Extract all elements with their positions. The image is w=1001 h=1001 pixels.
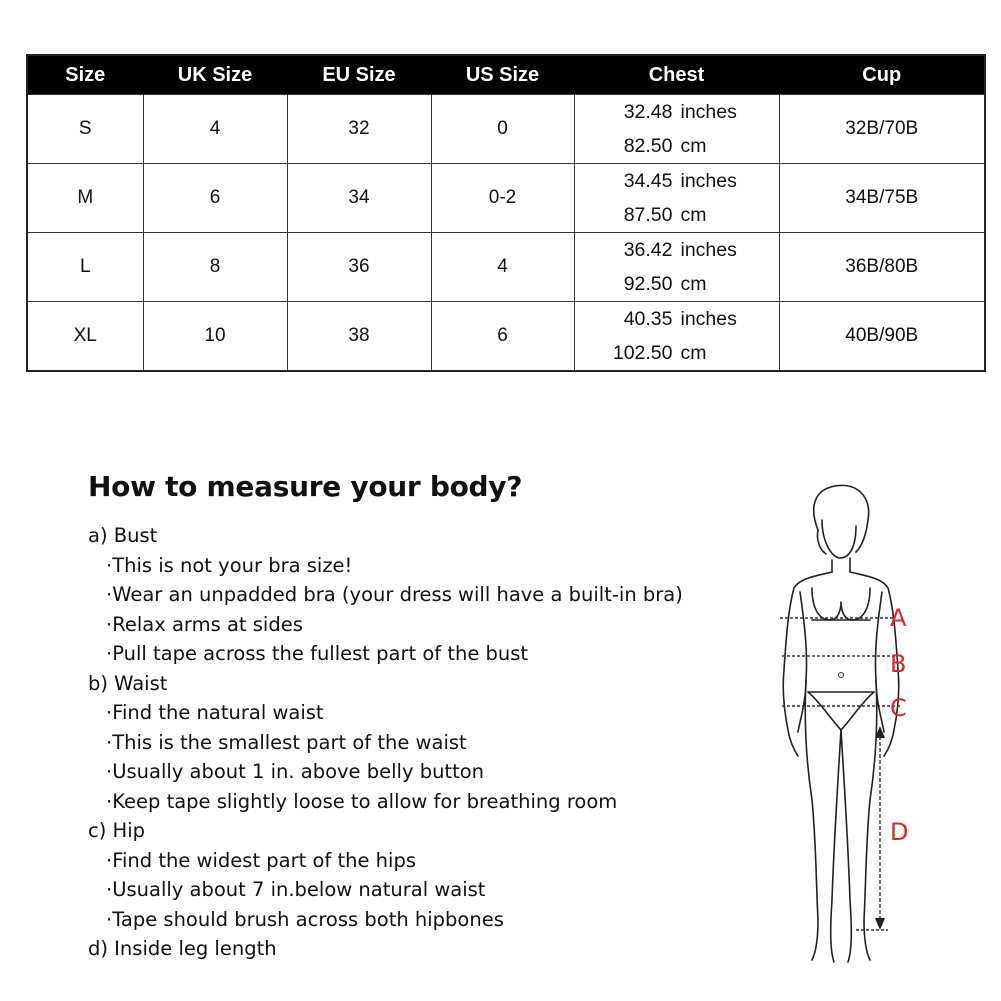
body-measurement-figure <box>760 480 960 970</box>
guide-tip: ·Keep tape slightly loose to allow for breathing room <box>106 789 618 813</box>
unit-cm: cm <box>680 342 707 364</box>
cell-us-size: 4 <box>431 233 574 302</box>
guide-heading-hip: c) Hip <box>88 819 145 842</box>
cell-us-size: 0-2 <box>431 164 574 233</box>
table-row <box>27 95 985 164</box>
cell-uk-size: 4 <box>143 95 287 164</box>
guide-tip: ·This is the smallest part of the waist <box>106 730 467 754</box>
guide-title: How to measure your body? <box>88 470 523 503</box>
cell-chest <box>574 302 779 372</box>
cell-cup: 34B/75B <box>779 164 985 233</box>
cell-us-size: 0 <box>431 95 574 164</box>
header-size: Size <box>27 55 143 95</box>
bikini-outline <box>808 588 874 730</box>
header-chest: Chest <box>574 55 779 95</box>
guide-heading-bust: a) Bust <box>88 524 158 547</box>
cell-size: L <box>27 233 143 302</box>
guide-tip: ·This is not your bra size! <box>106 553 353 577</box>
chest-cm-value: 102.50 <box>612 342 673 364</box>
guide-tip: ·Tape should brush across both hipbones <box>106 907 504 931</box>
unit-inches: inches <box>680 308 737 330</box>
guide-heading-inside-leg: d) Inside leg length <box>88 937 277 960</box>
header-uk-size: UK Size <box>143 55 287 95</box>
cell-cup: 36B/80B <box>779 233 985 302</box>
cell-chest <box>574 95 779 164</box>
label-c: C <box>890 694 907 722</box>
table-header-row <box>27 55 985 95</box>
cell-size: S <box>27 95 143 164</box>
cell-cup: 32B/70B <box>779 95 985 164</box>
label-a: A <box>890 604 907 632</box>
table-row <box>27 233 985 302</box>
guide-tip: ·Usually about 1 in. above belly button <box>106 760 485 783</box>
cell-eu-size: 34 <box>287 164 431 233</box>
table-row <box>27 164 985 233</box>
cell-eu-size: 32 <box>287 95 431 164</box>
cell-us-size: 6 <box>431 302 574 372</box>
unit-inches: inches <box>680 239 737 261</box>
chest-inches-value: 32.48 <box>623 101 673 123</box>
label-b: B <box>890 650 907 678</box>
cell-uk-size: 8 <box>143 233 287 302</box>
arrow-down-icon <box>875 918 885 930</box>
guide-tip: ·Find the natural waist <box>106 701 324 724</box>
size-chart-table <box>26 54 986 372</box>
header-eu-size: EU Size <box>287 55 431 95</box>
guide-heading-waist: b) Waist <box>88 671 168 695</box>
unit-inches: inches <box>680 170 737 192</box>
guide-tip: ·Relax arms at sides <box>106 612 303 636</box>
guide-tip: ·Usually about 7 in.below natural waist <box>106 878 486 901</box>
chest-cm-value: 87.50 <box>623 204 673 226</box>
chest-inches-value: 36.42 <box>623 239 673 261</box>
body-outline <box>783 572 899 962</box>
cell-eu-size: 36 <box>287 233 431 302</box>
header-cup: Cup <box>779 55 985 95</box>
cell-size: XL <box>27 302 143 372</box>
chest-cm-value: 92.50 <box>623 273 673 295</box>
cell-chest <box>574 233 779 302</box>
chest-inches-value: 40.35 <box>623 308 673 330</box>
table-row <box>27 302 985 372</box>
unit-inches: inches <box>680 101 737 123</box>
cell-uk-size: 10 <box>143 302 287 372</box>
unit-cm: cm <box>680 273 707 295</box>
guide-tip: ·Pull tape across the fullest part of the bust <box>106 642 529 665</box>
cell-chest <box>574 164 779 233</box>
guide-tip: ·Wear an unpadded bra (your dress will have a built-in bra) <box>106 583 683 606</box>
cell-uk-size: 6 <box>143 164 287 233</box>
chest-cm-value: 82.50 <box>623 135 673 157</box>
cell-eu-size: 38 <box>287 302 431 372</box>
chest-inches-value: 34.45 <box>623 170 673 192</box>
head-outline <box>814 485 869 572</box>
unit-cm: cm <box>680 135 707 157</box>
label-d: D <box>890 818 909 846</box>
header-us-size: US Size <box>431 55 574 95</box>
measure-guide-list <box>88 521 683 964</box>
cell-cup: 40B/90B <box>779 302 985 372</box>
guide-tip: ·Find the widest part of the hips <box>106 848 416 872</box>
unit-cm: cm <box>680 204 707 226</box>
cell-size: M <box>27 164 143 233</box>
